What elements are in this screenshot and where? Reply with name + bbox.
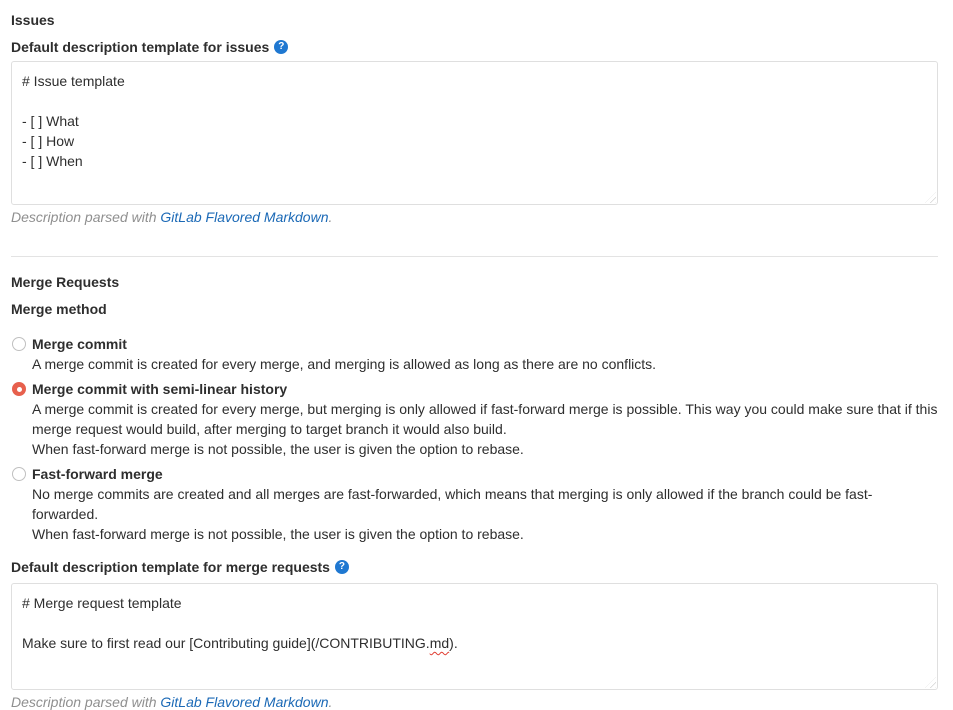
helper-suffix: . — [328, 694, 333, 710]
gfm-link[interactable]: GitLab Flavored Markdown — [160, 209, 329, 225]
radio-semi-linear[interactable] — [12, 382, 26, 396]
textarea-line — [22, 91, 927, 111]
textarea-line: # Merge request template — [22, 595, 182, 611]
textarea-line: - [ ] What — [22, 113, 79, 129]
mr-template-label-row — [11, 559, 938, 575]
merge-method-option-merge-commit[interactable] — [11, 334, 938, 374]
radio-description: A merge commit is created for every merge, and merging is allowed as long as there are no conflicts. — [32, 356, 657, 372]
gfm-link[interactable]: GitLab Flavored Markdown — [160, 694, 329, 710]
helper-prefix: Description parsed with — [11, 209, 157, 225]
radio-fast-forward[interactable] — [12, 467, 26, 481]
issues-template-textarea[interactable] — [11, 61, 938, 205]
help-icon[interactable]: ? — [335, 560, 349, 574]
helper-suffix: . — [328, 209, 333, 225]
issues-template-label: Default description template for issues — [11, 39, 270, 55]
textarea-resize-handle[interactable] — [925, 192, 936, 203]
textarea-line: Make sure to first read our [Contributing guide](/CONTRIBUTING.md). — [22, 635, 458, 651]
issues-helper-text — [11, 209, 938, 225]
radio-label[interactable]: Merge commit — [32, 336, 127, 352]
merge-method-option-semi-linear[interactable] — [11, 379, 938, 459]
radio-description: When fast-forward merge is not possible, the user is given the option to rebase. — [32, 441, 524, 457]
misspelled-word: md — [429, 635, 450, 651]
textarea-line: # Issue template — [22, 73, 125, 89]
section-divider — [11, 256, 938, 257]
radio-description: A merge commit is created for every merge, but merging is only allowed if fast-forward merge is possible. This way you could make sure that if this merge request would build, after merging to target branch it would also build. — [32, 401, 938, 437]
mr-template-textarea[interactable] — [11, 583, 938, 690]
merge-method-option-fast-forward[interactable] — [11, 464, 938, 544]
mr-helper-text — [11, 694, 938, 710]
radio-description: When fast-forward merge is not possible, the user is given the option to rebase. — [32, 526, 524, 542]
merge-requests-section-title: Merge Requests — [11, 274, 120, 290]
issues-template-label-row — [11, 39, 938, 55]
textarea-line — [22, 613, 927, 633]
mr-template-label: Default description template for merge requests — [11, 559, 330, 575]
merge-method-options — [11, 334, 938, 544]
textarea-line: - [ ] When — [22, 153, 83, 169]
radio-label[interactable]: Merge commit with semi-linear history — [32, 381, 288, 397]
helper-prefix: Description parsed with — [11, 694, 157, 710]
radio-description: No merge commits are created and all merges are fast-forwarded, which means that merging is only allowed if the branch could be fast-forwarded. — [32, 486, 873, 522]
textarea-resize-handle[interactable] — [925, 677, 936, 688]
radio-label[interactable]: Fast-forward merge — [32, 466, 163, 482]
radio-merge-commit[interactable] — [12, 337, 26, 351]
help-icon[interactable]: ? — [274, 40, 288, 54]
issues-section-title: Issues — [11, 12, 55, 28]
textarea-line: - [ ] How — [22, 133, 75, 149]
merge-method-label: Merge method — [11, 301, 107, 317]
